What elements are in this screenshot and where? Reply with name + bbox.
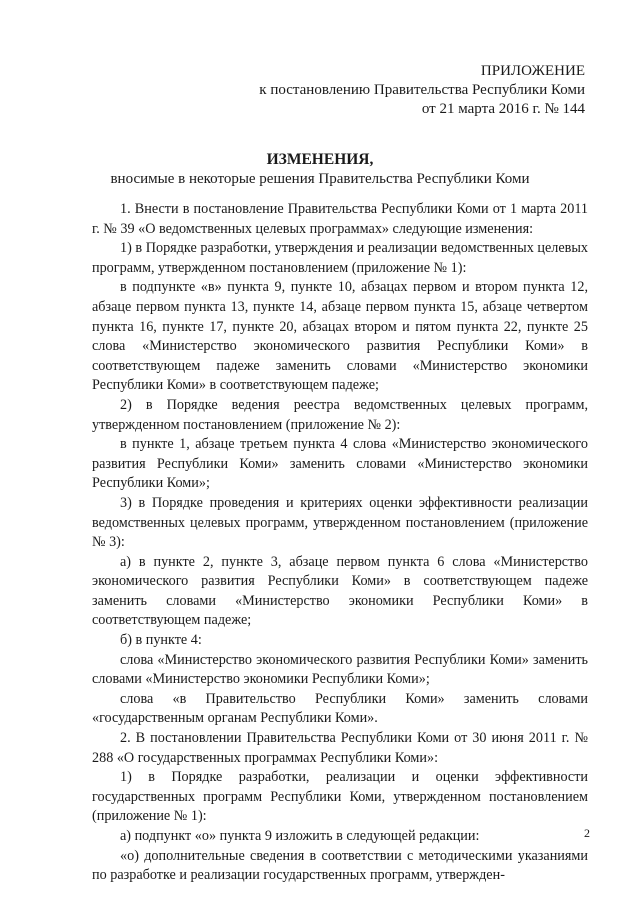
paragraph: «о) дополнительные сведения в соответствии с методическими указаниями по разработке и реализации государственных программ, утвержден-	[92, 847, 588, 884]
paragraph: 1) в Порядке разработки, утверждения и реализации ведомственных целевых программ, утвержденном постановлением (приложение № 1):	[92, 240, 588, 276]
paragraph: в подпункте «в» пункта 9, пункте 10, абзацах первом и втором пункта 12, абзаце первом пункта 13, пункте 14, абзаце первом пункта 15, абзаце четвертом пункта 16, пункте 17, пункте 20, абзацах втором и пятом пункта 22, пункте 25 слова «Министерство экономического развития Республики Коми» в соответствующем падеже заменить словами «Министерство экономики Республики Коми» в соответствующем падеже;	[92, 279, 588, 394]
paragraph: слова «в Правительство Республики Коми» заменить словами «государственным органам Республики Коми».	[92, 690, 588, 727]
document-title: ИЗМЕНЕНИЯ,	[266, 151, 374, 168]
paragraph: 3) в Порядке проведения и критериях оценки эффективности реализации ведомственных целевых программ, утвержденном постановлением (приложение № 3):	[92, 494, 588, 551]
paragraph: в пункте 1, абзаце третьем пункта 4 слова «Министерство экономического развития Республики Коми» заменить словами «Министерство экономики Республики Коми»;	[92, 436, 588, 492]
appendix-reference: к постановлению Правительства Республики Коми	[259, 82, 585, 98]
document-body	[92, 200, 588, 886]
paragraph: слова «Министерство экономического развития Республики Коми» заменить словами «Министерство экономики Республики Коми»;	[92, 651, 588, 688]
page-number: 2	[584, 826, 590, 840]
appendix-header	[259, 62, 585, 119]
appendix-date: от 21 марта 2016 г. № 144	[421, 101, 585, 117]
paragraph: а) в пункте 2, пункте 3, абзаце первом пункта 6 слова «Министерство экономического развития Республики Коми» в соответствующем падеже заменить словами «Министерство экономики Республики Коми» в соответствующем падеже;	[92, 553, 588, 629]
paragraph: 2. В постановлении Правительства Республики Коми от 30 июня 2011 г. № 288 «О государственных программах Республики Коми»:	[92, 730, 588, 766]
paragraph: б) в пункте 4:	[120, 632, 202, 649]
document-subtitle: вносимые в некоторые решения Правительства Республики Коми	[110, 171, 530, 187]
paragraph: 2) в Порядке ведения реестра ведомственных целевых программ, утвержденном постановлением (приложение № 2):	[92, 396, 588, 433]
paragraph: 1. Внести в постановление Правительства Республики Коми от 1 марта 2011 г. № 39 «О ведомственных целевых программах» следующие изменения:	[92, 201, 588, 237]
paragraph: а) подпункт «о» пункта 9 изложить в следующей редакции:	[120, 828, 480, 844]
paragraph: 1) в Порядке разработки, реализации и оценки эффективности государственных программ Республики Коми, утвержденном постановлением (приложение № 1):	[92, 769, 588, 825]
appendix-label: ПРИЛОЖЕНИЕ	[480, 63, 585, 79]
